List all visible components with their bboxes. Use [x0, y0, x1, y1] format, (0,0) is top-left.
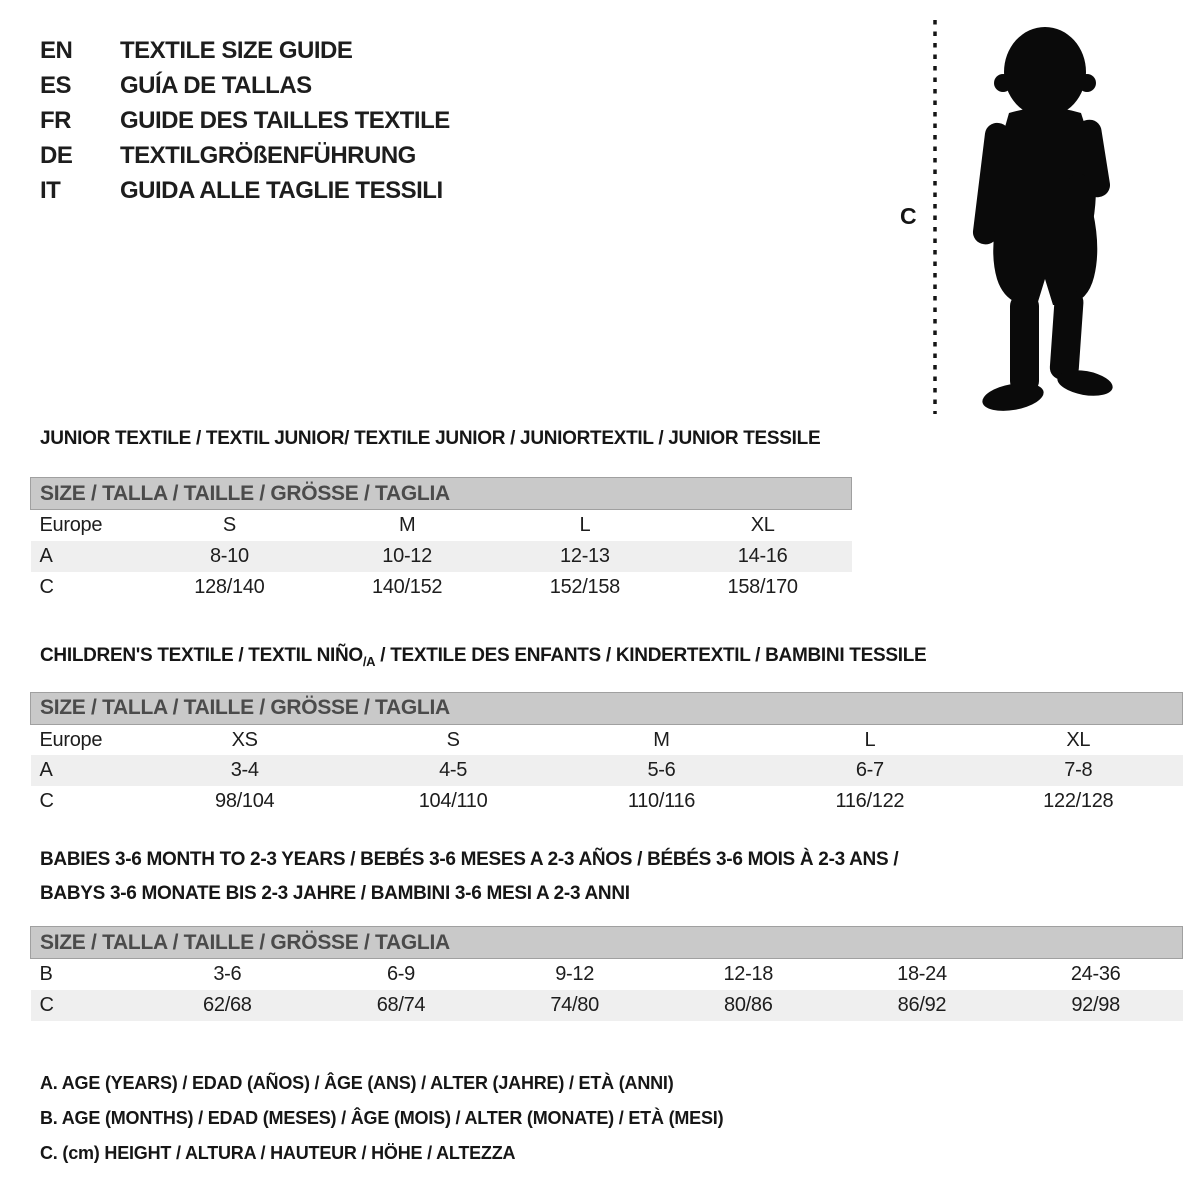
table-cell: L: [579, 513, 591, 536]
row-label: C: [39, 790, 54, 813]
section-title-babies-line1: BABIES 3-6 MONTH TO 2-3 YEARS / BEBÉS 3-6 MESES A 2-3 AÑOS / BÉBÉS 3-6 MOIS À 2-3 ANS /: [40, 849, 899, 870]
table-cell: 12-18: [723, 962, 774, 985]
table-cell: M: [653, 728, 670, 751]
lang-title: GUÍA DE TALLAS: [120, 72, 312, 99]
table-cell: 122/128: [1043, 790, 1114, 813]
table-cell: 9-12: [555, 962, 595, 985]
table-cell: 110/116: [627, 790, 696, 813]
legend-line-c: C. (cm) HEIGHT / ALTURA / HAUTEUR / HÖHE / ALTEZZA: [40, 1143, 516, 1163]
table-row-height: [31, 786, 1183, 817]
babies-size-table: [30, 926, 1183, 1021]
table-cell: 80/86: [661, 990, 835, 1021]
table-row-months: [31, 959, 1183, 990]
table-row-europe: [31, 510, 852, 541]
height-measure-label: C: [900, 202, 917, 229]
table-cell: L: [864, 728, 876, 751]
title-part: CHILDREN'S TEXTILE / TEXTIL NIÑO: [40, 645, 363, 666]
lang-row-en: [40, 33, 450, 68]
table-cell: 3-4: [141, 755, 349, 786]
table-row-height: [31, 572, 852, 603]
legend-line-a: A. AGE (YEARS) / EDAD (AÑOS) / ÂGE (ANS) / ALTER (JAHRE) / ETÀ (ANNI): [40, 1073, 674, 1093]
lang-row-fr: [40, 103, 450, 138]
table-cell: 5-6: [557, 755, 765, 786]
table-row-age: [31, 541, 852, 572]
lang-title: GUIDE DES TAILLES TEXTILE: [120, 107, 450, 134]
row-label: Europe: [39, 728, 103, 751]
junior-size-table: [30, 477, 852, 603]
size-header-cell: SIZE / TALLA / TAILLE / GRÖSSE / TAGLIA: [31, 692, 1183, 724]
legend-line-b: B. AGE (MONTHS) / EDAD (MESES) / ÂGE (MOIS) / ALTER (MONATE) / ETÀ (MESI): [40, 1108, 724, 1128]
lang-code: DE: [40, 142, 73, 169]
lang-code: IT: [40, 177, 61, 204]
children-size-table: [30, 692, 1183, 818]
table-cell: 116/122: [835, 790, 905, 813]
table-cell: 62/68: [141, 990, 315, 1021]
table-row-age: [31, 755, 1183, 786]
title-part: / TEXTILE DES ENFANTS / KINDERTEXTIL / BAMBINI TESSILE: [375, 645, 927, 666]
table-cell: 18-24: [897, 962, 947, 985]
table-cell: 3-6: [213, 962, 242, 985]
lang-code: ES: [40, 72, 72, 99]
lang-title: TEXTILE SIZE GUIDE: [120, 37, 353, 64]
table-cell: 98/104: [215, 790, 275, 813]
lang-title: GUIDA ALLE TAGLIE TESSILI: [120, 177, 443, 204]
table-cell: M: [398, 513, 416, 536]
table-cell: XL: [1066, 728, 1091, 751]
table-cell: 86/92: [835, 990, 1009, 1021]
section-title-babies-line2: BABYS 3-6 MONATE BIS 2-3 JAHRE / BAMBINI 3-6 MESI A 2-3 ANNI: [40, 883, 630, 904]
table-cell: 158/170: [727, 575, 798, 598]
height-measure-figure: [900, 16, 1130, 416]
size-header-cell: SIZE / TALLA / TAILLE / GRÖSSE / TAGLIA: [31, 478, 852, 510]
table-cell: 10-12: [318, 541, 496, 572]
table-cell: 8-10: [141, 541, 319, 572]
lang-code: EN: [40, 37, 73, 64]
table-row-europe: [31, 724, 1183, 755]
table-row-height: [31, 990, 1183, 1021]
toddler-silhouette-icon: [952, 16, 1130, 416]
table-cell: 68/74: [314, 990, 488, 1021]
table-cell: 6-9: [386, 962, 415, 985]
legend: [30, 1066, 723, 1171]
table-cell: XS: [231, 728, 258, 751]
lang-row-de: [40, 138, 450, 173]
table-cell: 140/152: [372, 575, 443, 598]
table-cell: 24-36: [1070, 962, 1121, 985]
size-header-row: [31, 478, 852, 510]
table-cell: 14-16: [674, 541, 852, 572]
title-part-sub: /A: [362, 653, 376, 669]
table-cell: 74/80: [488, 990, 662, 1021]
section-children-textile: [30, 645, 1183, 817]
row-label: C: [39, 575, 54, 598]
size-header-row: [31, 692, 1183, 724]
table-cell: 104/110: [418, 790, 488, 813]
lang-title: TEXTILGRÖßENFÜHRUNG: [120, 142, 416, 169]
row-label: B: [39, 962, 53, 985]
table-cell: S: [222, 513, 236, 536]
table-cell: 6-7: [766, 755, 974, 786]
table-cell: XL: [750, 513, 775, 536]
row-label: A: [31, 541, 141, 572]
table-cell: 92/98: [1009, 990, 1183, 1021]
size-header-cell: SIZE / TALLA / TAILLE / GRÖSSE / TAGLIA: [31, 927, 1183, 959]
dashed-height-line: [932, 16, 938, 416]
table-cell: 128/140: [194, 575, 265, 598]
table-cell: 4-5: [349, 755, 557, 786]
language-header: [40, 33, 450, 208]
lang-row-es: [40, 68, 450, 103]
section-title-children: [30, 645, 1183, 669]
table-cell: 7-8: [974, 755, 1182, 786]
table-cell: 12-13: [496, 541, 674, 572]
section-title-junior: JUNIOR TEXTILE / TEXTIL JUNIOR/ TEXTILE JUNIOR / JUNIORTEXTIL / JUNIOR TESSILE: [40, 428, 821, 449]
row-label: A: [31, 755, 141, 786]
size-header-row: [31, 927, 1183, 959]
table-cell: 152/158: [549, 575, 620, 598]
lang-code: FR: [40, 107, 71, 134]
section-junior-textile: [30, 428, 852, 603]
row-label: Europe: [39, 513, 103, 536]
table-cell: S: [446, 728, 460, 751]
lang-row-it: [40, 173, 450, 208]
row-label: C: [31, 990, 141, 1021]
section-babies-textile: [30, 843, 1183, 1021]
